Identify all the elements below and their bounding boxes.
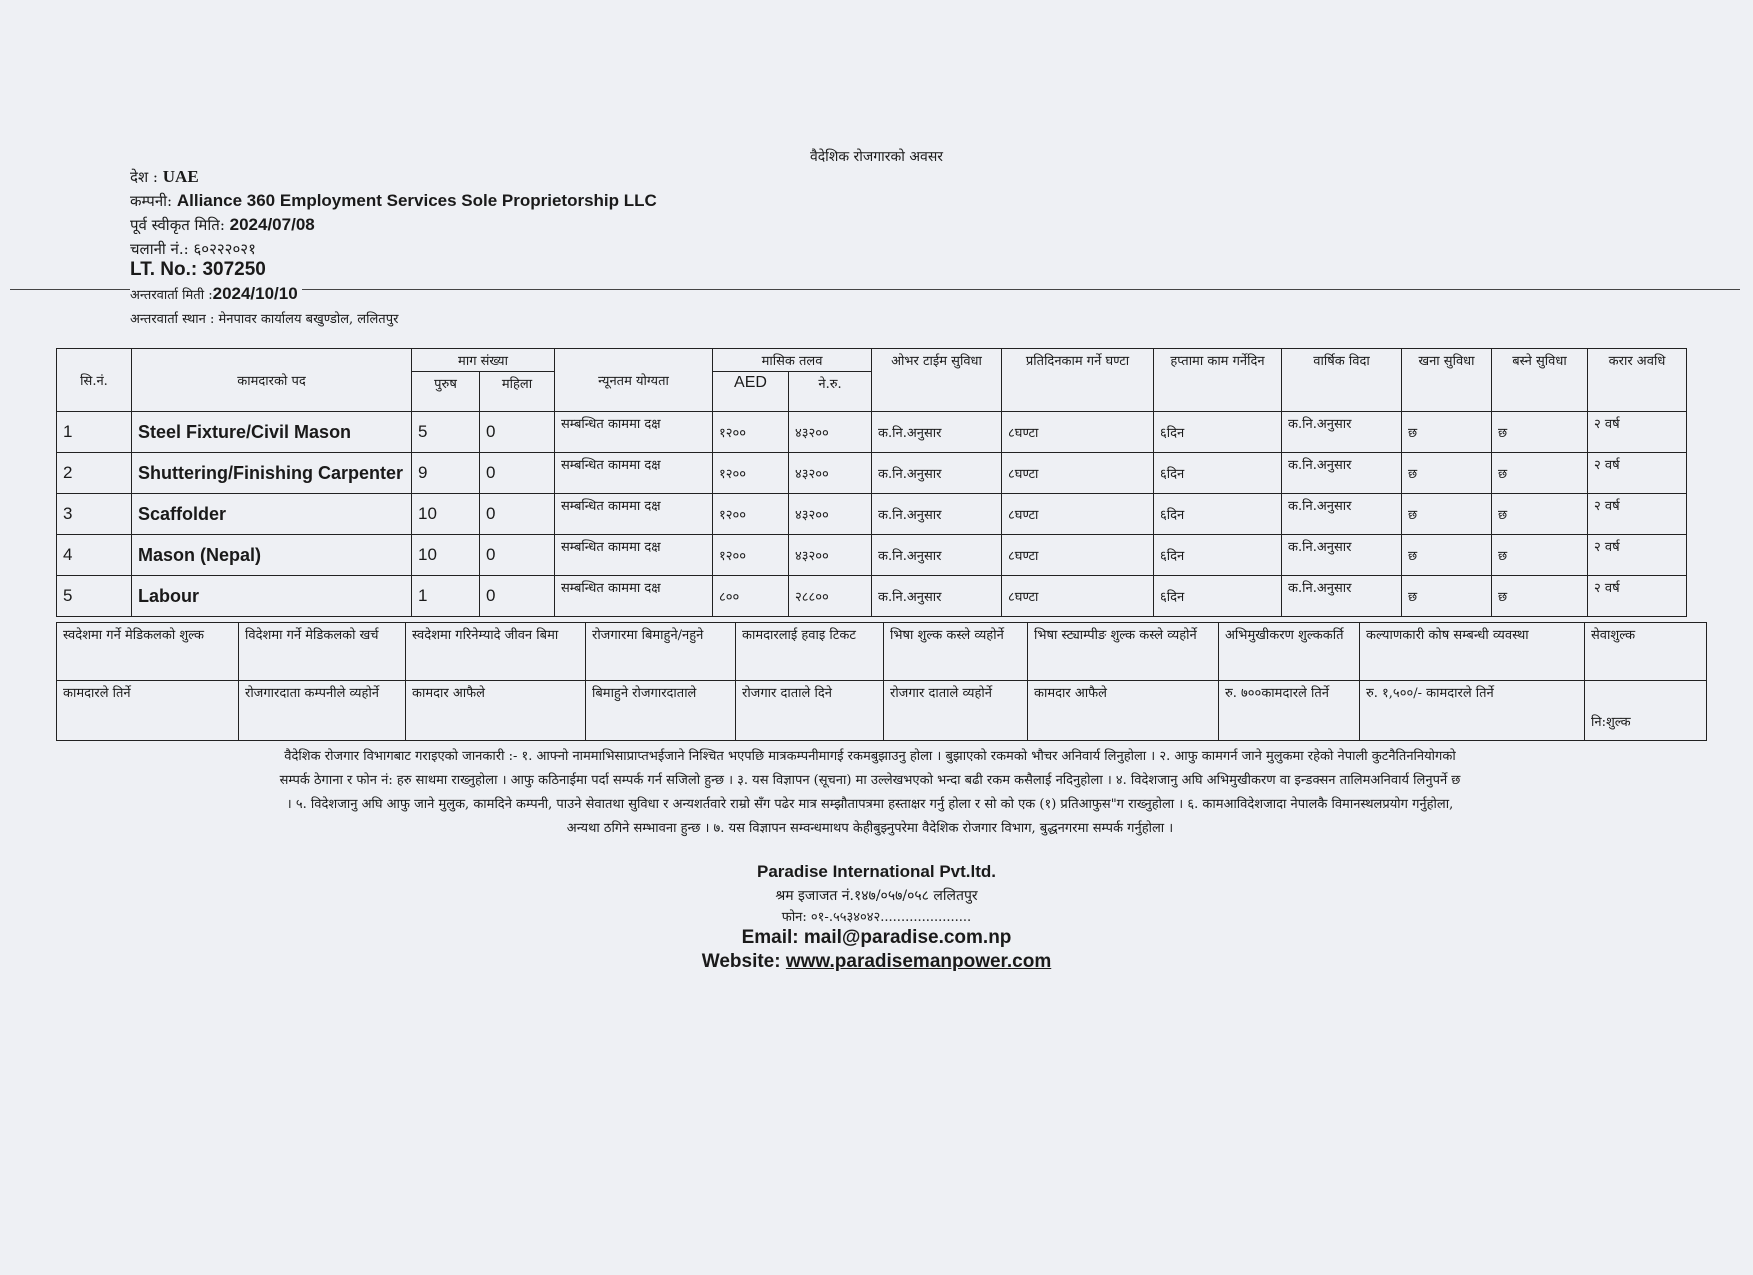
cell-npr: ४३२०० [789, 494, 872, 535]
cell-days: ६दिन [1154, 453, 1282, 494]
cell-npr: ४३२०० [789, 453, 872, 494]
cell-contract: २ वर्ष [1588, 576, 1687, 617]
cell-npr: २८८०० [789, 576, 872, 617]
chalani-line [130, 239, 256, 259]
col-salary: मासिक तलव [713, 349, 872, 372]
cell-qualification: सम्बन्धित काममा दक्ष [555, 453, 713, 494]
approval-line [130, 215, 315, 235]
agency-website-line [0, 951, 1753, 973]
company-value: Alliance 360 Employment Services Sole Proprietorship LLC [176, 191, 657, 210]
chalani-label: चलानी नं.: [130, 240, 194, 258]
document-heading: वैदेशिक रोजगारको अवसर [809, 149, 944, 165]
col-hours: प्रतिदिनकाम गर्ने घण्टा [1002, 349, 1154, 412]
notice-line: । ५. विदेशजानु अघि आफु जाने मुलुक, कामदिने कम्पनी, पाउने सेवातथा सुविधा र अन्यशर्तवारे राम्रो सँग पढेर मात्र सम्झौतापत्रमा हस्ताक्षर गर्नु होला र सो को एक (१) प्रतिआफुस"ग राख्नुहोला । ६. कामआविदेशजादा नेपालकै विमानस्थलप्रयोग गर्नुहोला, [286, 797, 1454, 812]
col-food: खना सुविधा [1402, 349, 1492, 412]
cost-value-cell: कामदार आफैले [406, 681, 586, 741]
cell-sn: 2 [57, 453, 132, 494]
cost-header-cell: कल्याणकारी कोष सम्बन्धी व्यवस्था [1360, 623, 1585, 681]
chalani-value: ६०२२२०२१ [193, 240, 256, 258]
cell-male: 1 [412, 576, 480, 617]
lt-value: 307250 [202, 259, 266, 280]
cell-accommodation: छ [1492, 535, 1588, 576]
cell-contract: २ वर्ष [1588, 494, 1687, 535]
jobs-body [57, 412, 1687, 617]
cell-overtime: क.नि.अनुसार [872, 494, 1002, 535]
col-sn: सि.नं. [57, 349, 132, 412]
cell-male: 10 [412, 494, 480, 535]
interview-place: अन्तरवार्ता स्थान : मेनपावर कार्यालय बखुण्डोल, ललितपुर [130, 312, 399, 327]
cell-position: Scaffolder [132, 494, 412, 535]
cost-header-row [57, 623, 1707, 681]
cell-overtime: क.नि.अनुसार [872, 535, 1002, 576]
interview-date-value: 2024/10/10 [212, 284, 298, 303]
cell-npr: ४३२०० [789, 535, 872, 576]
cell-position: Shuttering/Finishing Carpenter [132, 453, 412, 494]
cost-value-cell: रु. १,५००/- कामदारले तिर्ने [1360, 681, 1585, 741]
cell-overtime: क.नि.अनुसार [872, 576, 1002, 617]
cost-value-cell: रु. ७००कामदारले तिर्ने [1219, 681, 1360, 741]
cell-aed: १२०० [713, 535, 789, 576]
cell-sn: 1 [57, 412, 132, 453]
cell-position: Labour [132, 576, 412, 617]
col-leave: वार्षिक विदा [1282, 349, 1402, 412]
col-accommodation: बस्ने सुविधा [1492, 349, 1588, 412]
lt-number-line [130, 259, 266, 281]
table-row [57, 535, 1687, 576]
cost-value-cell: कामदारले तिर्ने [57, 681, 239, 741]
cost-header-cell: स्वदेशमा गरिनेम्यादे जीवन बिमा [406, 623, 586, 681]
cell-aed: १२०० [713, 412, 789, 453]
notice-line: अन्यथा ठगिने सम्भावना हुन्छ । ७. यस विज्ञापन सम्वन्धमाथप केहीबुझ्नुपरेमा वैदेशिक रोजगार विभाग, बुद्धनगरमा सम्पर्क गर्नुहोला । [566, 821, 1174, 836]
cost-header-cell: अभिमुखीकरण शुल्ककर्ति [1219, 623, 1360, 681]
cell-overtime: क.नि.अनुसार [872, 412, 1002, 453]
website-link[interactable]: www.paradisemanpower.com [785, 951, 1052, 972]
table-row [57, 453, 1687, 494]
cell-sn: 4 [57, 535, 132, 576]
cost-table [56, 622, 1707, 741]
country-line [130, 167, 199, 187]
cell-accommodation: छ [1492, 412, 1588, 453]
interview-date-line [130, 284, 302, 304]
col-position: कामदारको पद [132, 349, 412, 412]
cell-qualification: सम्बन्धित काममा दक्ष [555, 576, 713, 617]
cost-value-cell: रोजगारदाता कम्पनीले व्यहोर्ने [239, 681, 406, 741]
cell-qualification: सम्बन्धित काममा दक्ष [555, 494, 713, 535]
company-line [130, 191, 657, 211]
cost-value-cell: कामदार आफैले [1028, 681, 1219, 741]
cell-leave: क.नि.अनुसार [1282, 494, 1402, 535]
agency-name: Paradise International Pvt.ltd. [756, 862, 996, 881]
cost-value-cell: रोजगार दाताले व्यहोर्ने [884, 681, 1028, 741]
cell-contract: २ वर्ष [1588, 412, 1687, 453]
notice-line: वैदेशिक रोजगार विभागबाट गराइएको जानकारी :- १. आफ्नो नाममाभिसाप्राप्तभईजाने निश्चित भएपछि मात्रकम्पनीमागई रकमबुझाउनु होला । बुझाएको रकमको भौचर अनिवार्य लिनुहोला । २. आफु कामगर्न जाने मुलुकमा रहेको नेपाली कुटनैतिननियोगको [284, 749, 1456, 764]
agency-phone: फोन: ०१-.५५३४०४२...................... [781, 910, 972, 925]
col-days: हप्तामा काम गर्नेदिन [1154, 349, 1282, 412]
cell-days: ६दिन [1154, 494, 1282, 535]
cell-aed: ८०० [713, 576, 789, 617]
cell-food: छ [1402, 412, 1492, 453]
cell-qualification: सम्बन्धित काममा दक्ष [555, 535, 713, 576]
cell-days: ६दिन [1154, 576, 1282, 617]
cell-qualification: सम्बन्धित काममा दक्ष [555, 412, 713, 453]
cost-value-row [57, 681, 1707, 741]
cost-header-cell: कामदारलाई हवाइ टिकट [736, 623, 884, 681]
cell-overtime: क.नि.अनुसार [872, 453, 1002, 494]
cell-hours: ८घण्टा [1002, 453, 1154, 494]
cost-header-cell: भिषा शुल्क कस्ले व्यहोर्ने [884, 623, 1028, 681]
approval-label: पूर्व स्वीकृत मिति: [130, 216, 230, 234]
approval-value: 2024/07/08 [229, 215, 315, 234]
cell-leave: क.नि.अनुसार [1282, 535, 1402, 576]
cell-food: छ [1402, 494, 1492, 535]
col-npr: ने.रु. [789, 372, 872, 412]
table-row [57, 494, 1687, 535]
cost-header-cell: स्वदेशमा गर्ने मेडिकलको शुल्क [57, 623, 239, 681]
cost-header-cell: भिषा स्ट्याम्पीङ शुल्क कस्ले व्यहोर्ने [1028, 623, 1219, 681]
cell-male: 5 [412, 412, 480, 453]
cell-sn: 3 [57, 494, 132, 535]
table-row [57, 412, 1687, 453]
cell-contract: २ वर्ष [1588, 453, 1687, 494]
col-female: महिला [480, 372, 555, 412]
cell-accommodation: छ [1492, 494, 1588, 535]
cell-female: 0 [480, 412, 555, 453]
cell-hours: ८घण्टा [1002, 576, 1154, 617]
cell-aed: १२०० [713, 453, 789, 494]
agency-email: Email: mail@paradise.com.np [741, 927, 1012, 948]
cell-food: छ [1402, 576, 1492, 617]
col-demand: माग संख्या [412, 349, 555, 372]
notice-line: सम्पर्क ठेगाना र फोन नं: हरु साथमा राख्नुहोला । आफु कठिनाईमा पर्दा सम्पर्क गर्न सजिलो हुन्छ । ३. यस विज्ञापन (सूचना) मा उल्लेखभएको भन्दा बढी रकम कसैलाई नदिनुहोला । ४. विदेशजानु अघि अभिमुखीकरण वा इन्डक्सन तालिमअनिवार्य लिनुपर्ने छ [279, 773, 1461, 788]
cell-male: 9 [412, 453, 480, 494]
agency-license: श्रम इजाजत नं.१४७/०५७/०५८ ललितपुर [775, 888, 978, 904]
cell-npr: ४३२०० [789, 412, 872, 453]
cell-days: ६दिन [1154, 535, 1282, 576]
cell-hours: ८घण्टा [1002, 412, 1154, 453]
cell-contract: २ वर्ष [1588, 535, 1687, 576]
cost-header-cell: रोजगारमा बिमाहुने/नहुने [586, 623, 736, 681]
cost-value-cell: बिमाहुने रोजगारदाताले [586, 681, 736, 741]
cell-position: Steel Fixture/Civil Mason [132, 412, 412, 453]
cost-header-cell: सेवाशुल्क [1585, 623, 1707, 681]
interview-date-label: अन्तरवार्ता मिती : [130, 288, 213, 303]
col-overtime: ओभर टाईम सुविधा [872, 349, 1002, 412]
col-male: पुरुष [412, 372, 480, 412]
country-value: UAE [162, 167, 199, 186]
cell-leave: क.नि.अनुसार [1282, 453, 1402, 494]
col-aed: AED [713, 372, 789, 412]
cell-days: ६दिन [1154, 412, 1282, 453]
cost-value-cell: नि:शुल्क [1585, 681, 1707, 741]
country-label: देश : [130, 168, 163, 186]
table-row [57, 576, 1687, 617]
cell-food: छ [1402, 453, 1492, 494]
col-qualification: न्यूनतम योग्यता [555, 349, 713, 412]
lt-label: LT. No.: [130, 259, 203, 280]
cell-female: 0 [480, 453, 555, 494]
website-label: Website: [701, 951, 786, 972]
cell-sn: 5 [57, 576, 132, 617]
cell-food: छ [1402, 535, 1492, 576]
cell-hours: ८घण्टा [1002, 535, 1154, 576]
col-contract: करार अवधि [1588, 349, 1687, 412]
cell-leave: क.नि.अनुसार [1282, 576, 1402, 617]
cost-value-cell: रोजगार दाताले दिने [736, 681, 884, 741]
jobs-header-row-1 [57, 349, 1687, 372]
notice-block [120, 745, 1620, 841]
cell-male: 10 [412, 535, 480, 576]
cell-hours: ८घण्टा [1002, 494, 1154, 535]
cell-accommodation: छ [1492, 453, 1588, 494]
cell-female: 0 [480, 576, 555, 617]
jobs-table [56, 348, 1687, 617]
cell-aed: १२०० [713, 494, 789, 535]
cell-accommodation: छ [1492, 576, 1588, 617]
cost-header-cell: विदेशमा गर्ने मेडिकलको खर्च [239, 623, 406, 681]
company-label: कम्पनी: [130, 192, 177, 210]
cell-leave: क.नि.अनुसार [1282, 412, 1402, 453]
cell-female: 0 [480, 535, 555, 576]
cell-female: 0 [480, 494, 555, 535]
cell-position: Mason (Nepal) [132, 535, 412, 576]
